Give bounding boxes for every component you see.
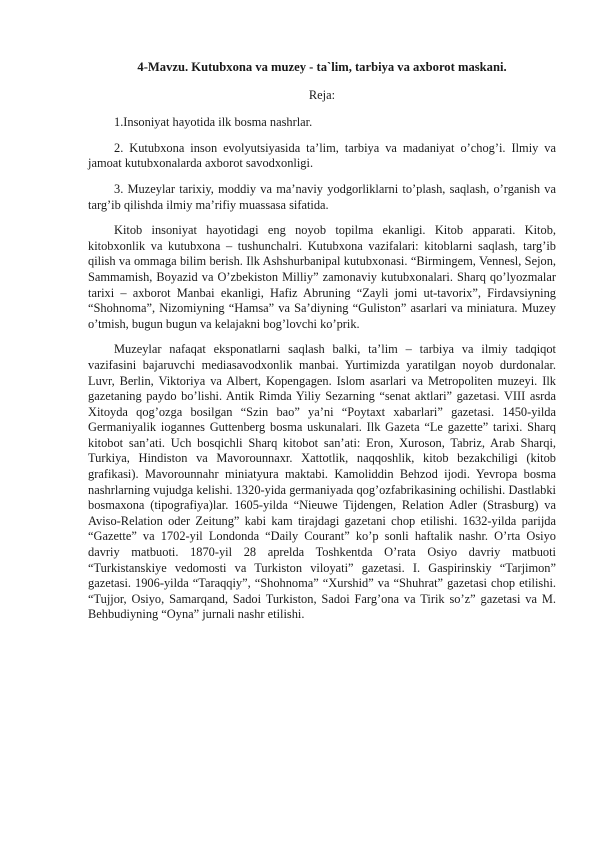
document-title: 4-Mavzu. Kutubxona va muzey - ta`lim, tarbiya va axborot maskani. — [137, 60, 507, 74]
plan-item-2: 2. Kutubxona inson evolyutsiyasida ta’lim, tarbiya va madaniyat o’chog’i. Ilmiy va jamoat kutubxonalarda axborot savodxonligi. — [88, 140, 556, 171]
plan-item-1: 1.Insoniyat hayotida ilk bosma nashrlar. — [114, 115, 313, 130]
body-paragraph-books: Kitob insoniyat hayotidagi eng noyob topilma ekanligi. Kitob apparati. Kitob, kitobxonlik va kutubxona – tushunchalri. Kutubxona vazifalari: kitoblarni saqlash, targ’ib qilish va ommaga bilim berish. Ilk Ashshurbanipal kutubxonasi. “Birmingem, Vennesl, Sejon, Sammamish, Boyazid va O’zbekiston Milliy” zamonaviy kutubxonalari. Sharq qo’lyozmalar tarixi – axborot Manbai ekanligi, Hafiz Abruning “Zayli jomi ut-tavorix”, Firdavsiyning “Shohnoma”, Nizomiyning “Hamsa” va Sa’diyning “Guliston” asarlari va miniatura. Muzey o’tmish, bugun bugun va kelajakni bog’lovchi ko’prik. — [88, 223, 556, 331]
body-paragraph-museums: Muzeylar nafaqat eksponatlarni saqlash balki, ta’lim – tarbiya va ilmiy tadqiqot vazifasini bajaruvchi mediasavodxonlik manbai. Yurtimizda yaratilgan noyob durdonalar. Luvr, Berlin, Viktoriya va Albert, Kopengagen. Islom asarlari va Metropoliten muzeyi. Ilk gazetaning paydo bo’lishi. Antik Rimda Yiliy Sezarning “senat aktlari” gazetasi. VIII asrda Xitoyda qog’ozga bosilgan “Szin bao” ya’ni “Poytaxt xabarlari” gazetasi. 1450-yilda Germaniyalik iogannes Guttenberg bosma uskunalari. Ilk Gazeta “Le gazette” tarixi. Sharq kitobot san’ati. Uch bosqichli Sharq kitobot san’ati: Eron, Xuroson, Tabriz, Arab Sharqi, Turkiya, Hindiston va Mavorounnaxr. Xattotlik, naqqoshlik, kitob bezakchiligi (kitob grafikasi). Mavorounnahr miniatyura maktabi. Kamoliddin Behzod ijodi. Yevropa bosma nashrlarning vujudga kelishi. 1320-yida germaniyada qog’ozfabrikasining ochilishi. Dastlabki bosmaxona (tipografiya)lar. 1605-yilda “Nieuwe Tijdengen, Relation Adler (Strasburg) va Aviso-Relation oder Zeitung” kabi kam tirajdagi gazetani chop etilishi. 1632-yilda parijda “Gazette” va 1702-yil Londonda “Daily Courant” ko’p sonli haftalik nashr. O’rta Osiyo davriy matbuoti. 1870-yil 28 aprelda Toshkentda O’rata Osiyo davriy matbuoti “Turkistanskiye vedomosti va Turkiston viloyati” gazetasi. I. Gaspirinskiy “Tarjimon” gazetasi. 1906-yilda “Taraqqiy”, “Shohnoma” “Xurshid” va “Shuhrat” gazetasi chop etilishi. “Tujjor, Osiyo, Samarqand, Sadoi Turkiston, Sadoi Farg’ona va Tirik so’z” gazetasi va M. Behbudiyning “Oyna” jurnali nashr etilishi. — [88, 342, 556, 622]
document-page — [88, 50, 556, 623]
plan-heading: Reja: — [308, 87, 336, 102]
plan-item-3: 3. Muzeylar tarixiy, moddiy va ma’naviy yodgorliklarni to’plash, saqlash, o’rganish va targ’ib qilishda ilmiy ma’rifiy muassasa sifatida. — [88, 181, 556, 212]
